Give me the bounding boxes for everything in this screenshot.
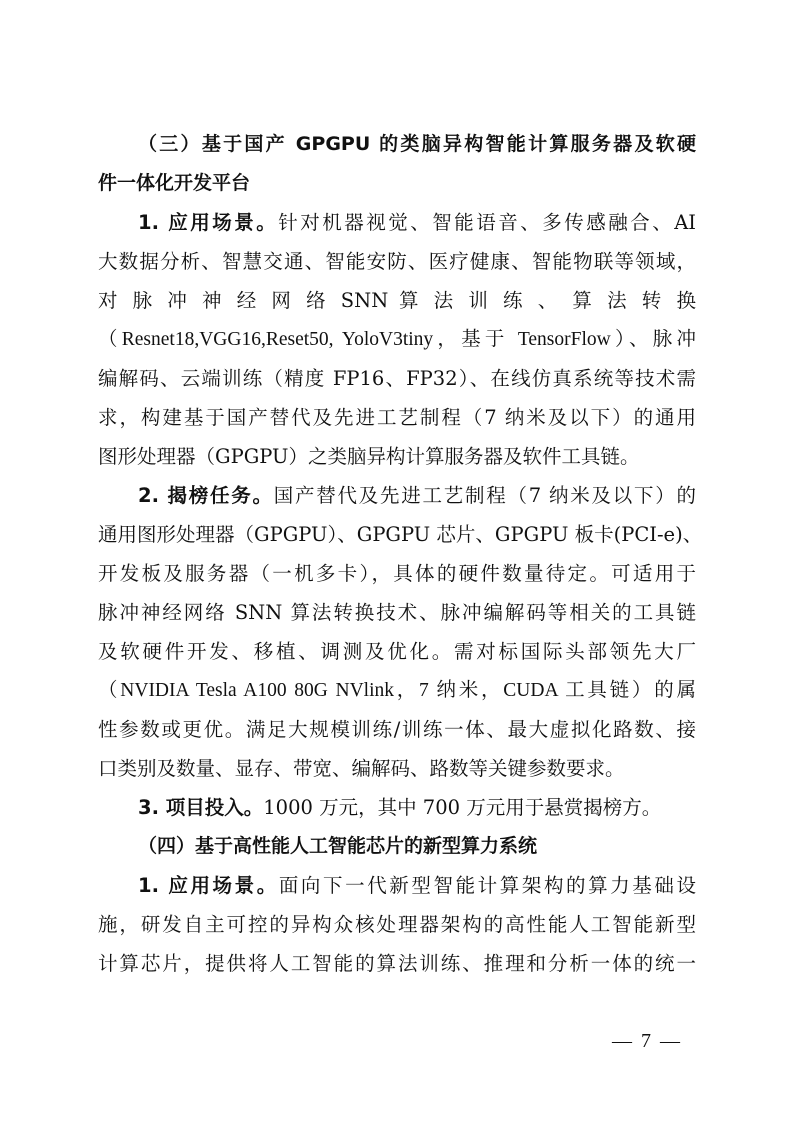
page-number: — 7 — bbox=[612, 1030, 682, 1052]
paragraph-text: 针对机器视觉、智能语音、多传感融合、AI bbox=[278, 211, 696, 234]
document-page bbox=[98, 125, 703, 983]
paragraph-project-investment bbox=[98, 788, 696, 827]
paragraph-line: 大数据分析、智慧交通、智能安防、医疗健康、智能物联等领域， bbox=[98, 250, 696, 273]
paragraph-line: 编解码、云端训练（精度 FP16、FP32）、在线仿真系统等技术需 bbox=[98, 367, 696, 390]
item-label-application-scenario: 1. 应用场景。 bbox=[138, 211, 279, 234]
item-label-application-scenario-2: 1. 应用场景。 bbox=[138, 874, 279, 897]
paragraph-line: 图形处理器（GPGPU）之类脑异构计算服务器及软件工具链。 bbox=[98, 445, 640, 468]
paragraph-line: 开发板及服务器（一机多卡），具体的硬件数量待定。可适用于 bbox=[98, 562, 696, 585]
paragraph-line: 及软硬件开发、移植、调测及优化。需对标国际头部领先大厂 bbox=[98, 640, 696, 663]
section-3-heading-line-1: （三）基于国产 GPGPU 的类脑异构智能计算服务器及软硬 bbox=[138, 133, 696, 155]
paragraph-text: 1000 万元，其中 700 万元用于悬赏揭榜方。 bbox=[263, 796, 662, 819]
paragraph-line: 计算芯片，提供将人工智能的算法训练、推理和分析一体的统一 bbox=[98, 952, 696, 975]
paragraph-application-scenario bbox=[98, 203, 696, 242]
paragraph-line: 脉冲神经网络 SNN 算法转换技术、脉冲编解码等相关的工具链 bbox=[98, 601, 696, 624]
paragraph-line: 性参数或更优。满足大规模训练/训练一体、最大虚拟化路数、接 bbox=[98, 718, 696, 741]
paragraph-text: 面向下一代新型智能计算架构的算力基础设 bbox=[278, 874, 696, 897]
paragraph-line: 口类别及数量、显存、带宽、编解码、路数等关键参数要求。 bbox=[98, 757, 625, 780]
paragraph-text: 国产替代及先进工艺制程（7 纳米及以下）的 bbox=[273, 484, 697, 507]
section-4-heading: （四）基于高性能人工智能芯片的新型算力系统 bbox=[138, 835, 538, 857]
paragraph-line: 通用图形处理器（GPGPU）、GPGPU 芯片、GPGPU 板卡(PCI-e)、 bbox=[98, 523, 703, 546]
paragraph-line: 求，构建基于国产替代及先进工艺制程（7 纳米及以下）的通用 bbox=[98, 406, 696, 429]
paragraph-line: （Resnet18,VGG16,Reset50, YoloV3tiny，基于 TensorFlow）、脉冲 bbox=[98, 329, 696, 350]
section-3-heading-line-2: 件一体化开发平台 bbox=[98, 172, 251, 194]
item-label-bounty-task: 2. 揭榜任务。 bbox=[138, 484, 274, 507]
paragraph-line: 对 脉 冲 神 经 网 络 SNN 算 法 训 练 、 算 法 转 换 bbox=[98, 289, 696, 312]
paragraph-bounty-task bbox=[98, 476, 696, 515]
item-label-project-investment: 3. 项目投入。 bbox=[138, 796, 264, 819]
paragraph-line: （NVIDIA Tesla A100 80G NVlink，7 纳米，CUDA 工具链）的属 bbox=[98, 680, 696, 701]
paragraph-line: 施，研发自主可控的异构众核处理器架构的高性能人工智能新型 bbox=[98, 913, 696, 936]
paragraph-application-scenario-2 bbox=[98, 866, 696, 905]
